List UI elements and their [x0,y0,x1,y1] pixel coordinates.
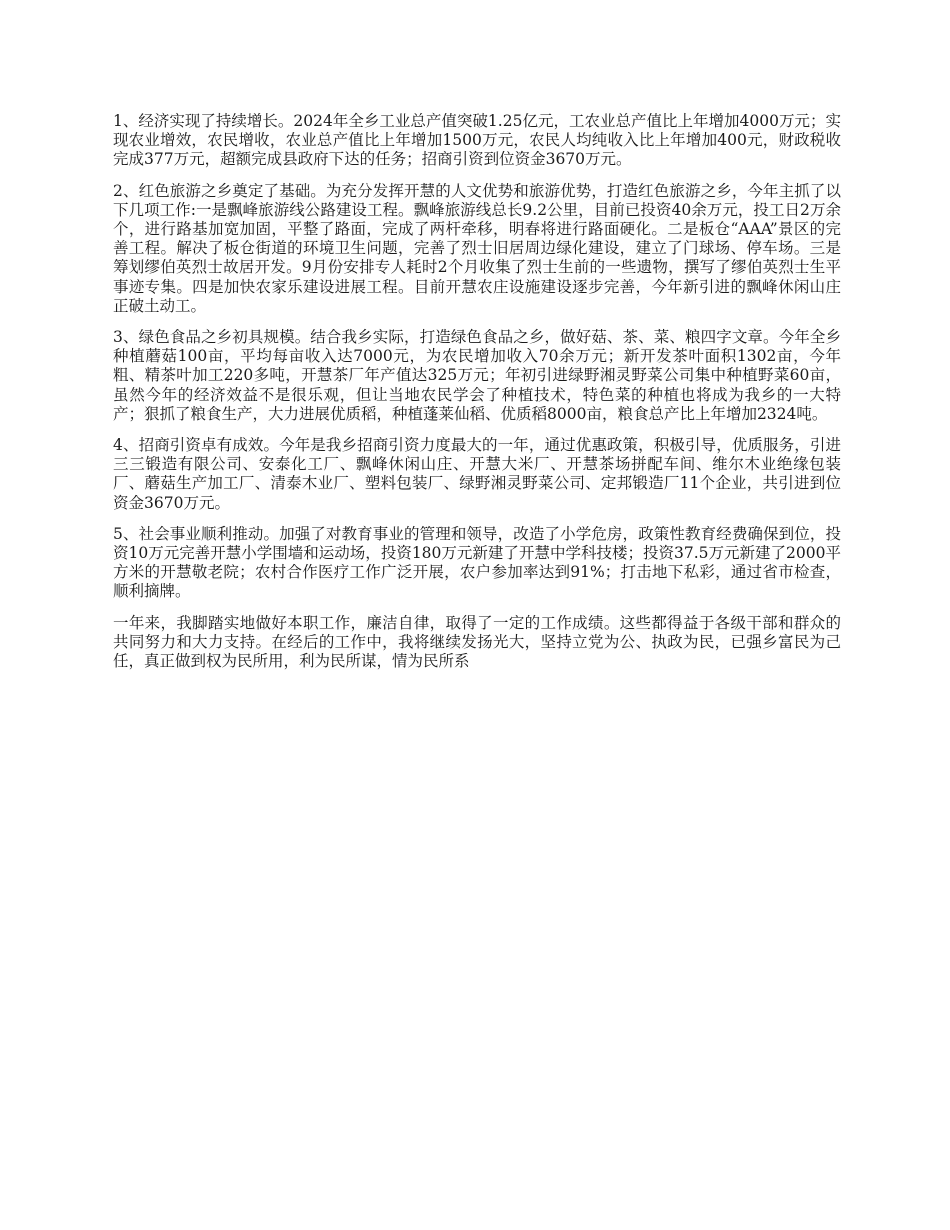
paragraph-investment: 4、招商引资卓有成效。今年是我乡招商引资力度最大的一年，通过优惠政策，积极引导，优质服务，引进三三锻造有限公司、安泰化工厂、飘峰休闲山庄、开慧大米厂、开慧茶场拼配车间、维尔木业绝缘包装厂、蘑菇生产加工厂、清泰木业厂、塑料包装厂、绿野湘灵野菜公司、定邦锻造厂11个企业，共引进到位资金3670万元。 [113,436,841,512]
paragraph-social-affairs: 5、社会事业顺利推动。加强了对教育事业的管理和领导，改造了小学危房，政策性教育经费确保到位，投资10万元完善开慧小学围墙和运动场，投资180万元新建了开慧中学科技楼；投资37.5万元新建了2000平方米的开慧敬老院；农村合作医疗工作广泛开展，农户参加率达到91%；打击地下私彩，通过省市检查，顺利摘牌。 [113,524,841,601]
document-body [113,112,841,683]
paragraph-conclusion: 一年来，我脚踏实地做好本职工作，廉洁自律，取得了一定的工作成绩。这些都得益于各级干部和群众的共同努力和大力支持。在经后的工作中，我将继续发扬光大，坚持立党为公、执政为民，已强乡富民为己任，真正做到权为民所用，利为民所谋，情为民所系 [113,613,841,671]
paragraph-economic-growth: 1、经济实现了持续增长。2024年全乡工业总产值突破1.25亿元，工农业总产值比上年增加4000万元；实现农业增效，农民增收，农业总产值比上年增加1500万元，农民人均纯收入比上年增加400元，财政税收完成377万元，超额完成县政府下达的任务；招商引资到位资金3670万元。 [113,112,841,169]
paragraph-red-tourism: 2、红色旅游之乡奠定了基础。为充分发挥开慧的人文优势和旅游优势，打造红色旅游之乡，今年主抓了以下几项工作:一是飘峰旅游线公路建设工程。飘峰旅游线总长9.2公里，目前已投资40余万元，投工日2万余个，进行路基加宽加固，平整了路面，完成了两杆牵移，明春将进行路面硬化。二是板仓“AAA”景区的完善工程。解决了板仓街道的环境卫生问题，完善了烈士旧居周边绿化建设，建立了门球场、停车场。三是筹划缪伯英烈士故居开发。9月份安排专人耗时2个月收集了烈士生前的一些遗物，撰写了缪伯英烈士生平事迹专集。四是加快农家乐建设进展工程。目前开慧农庄设施建设逐步完善，今年新引进的飘峰休闲山庄正破土动工。 [113,181,841,315]
paragraph-green-food: 3、绿色食品之乡初具规模。结合我乡实际，打造绿色食品之乡，做好菇、茶、菜、粮四字文章。今年全乡种植蘑菇100亩，平均每亩收入达7000元，为农民增加收入70余万元；新开发茶叶面积1302亩，今年粗、精茶叶加工220多吨，开慧茶厂年产值达325万元；年初引进绿野湘灵野菜公司集中种植野菜60亩，虽然今年的经济效益不是很乐观，但让当地农民学会了种植技术，特色菜的种植也将成为我乡的一大特产；狠抓了粮食生产，大力进展优质稻，种植蓬莱仙稻、优质稻8000亩，粮食总产比上年增加2324吨。 [113,328,841,423]
